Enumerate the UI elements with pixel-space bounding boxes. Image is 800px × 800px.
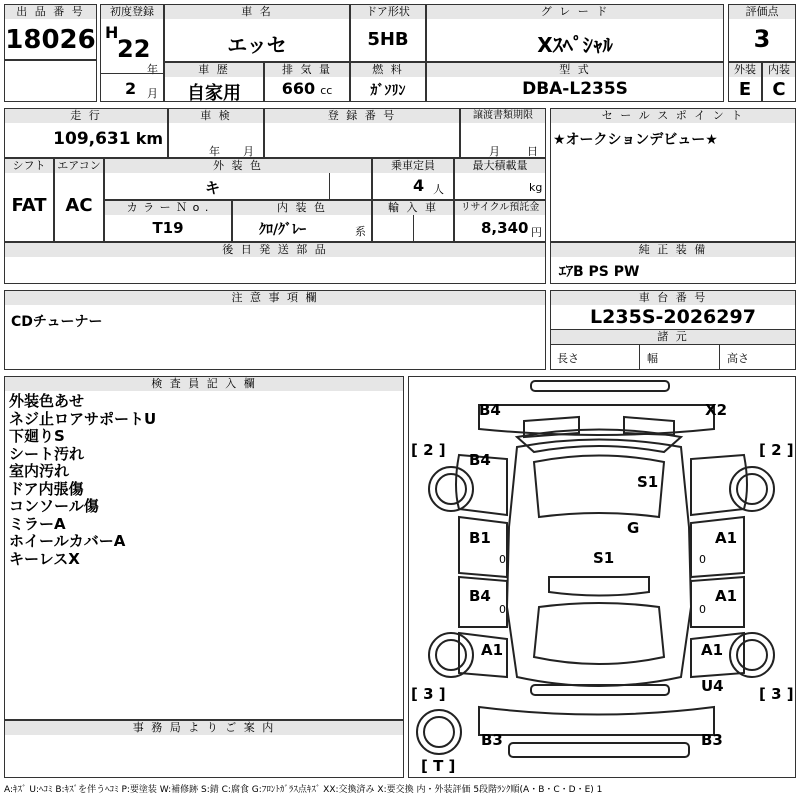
mileage-label: 走 行 [5, 109, 167, 123]
chassis-box [550, 290, 796, 370]
shift-label: シフト [5, 159, 53, 173]
import-box [372, 200, 454, 242]
int-color-label: 内 装 色 [233, 201, 371, 215]
door-label: ドア形状 [351, 5, 425, 19]
notes-box [4, 290, 546, 370]
car-name-label: 車 名 [165, 5, 349, 19]
shift-box [4, 158, 54, 242]
list-item: ミラーA [9, 514, 66, 533]
reg-month: 2 [125, 79, 137, 98]
int-color-box [232, 200, 372, 242]
mark-a1-right-mid: A1 [715, 529, 738, 547]
car-diagram-box [408, 376, 796, 778]
spec-width: 幅 [647, 352, 658, 365]
grade-box [426, 4, 724, 62]
sales-point-box [550, 108, 796, 242]
ac-box [54, 158, 104, 242]
spec-label: 諸 元 [551, 329, 795, 344]
car-name: エッセ [227, 33, 287, 57]
interior-grade: C [772, 79, 786, 100]
mark-b1: B1 [469, 529, 491, 547]
max-load-box [454, 158, 546, 200]
exterior-grade: E [738, 79, 752, 100]
int-color: ｸﾛ/ｸﾞﾚｰ [259, 222, 307, 238]
lot-label: 出 品 番 号 [5, 5, 96, 19]
inspection-box [168, 108, 264, 158]
displacement-label: 排 気 量 [265, 63, 349, 77]
mark-a1-left-wheel: A1 [481, 641, 504, 659]
inspector-box [4, 376, 404, 720]
mileage: 109,631 [53, 129, 131, 149]
capacity-unit: 人 [433, 183, 444, 196]
exterior-label: 外装 [729, 63, 761, 77]
mark-b4-upper-left: B4 [469, 451, 491, 469]
equipment-label: 純 正 装 備 [551, 243, 795, 257]
reg-year: 22 [117, 35, 151, 63]
interior-box [762, 62, 796, 102]
sales-point-label: セ ー ル ス ポ イ ン ト [551, 109, 795, 123]
capacity: 4 [413, 176, 425, 195]
notes-label: 注 意 事 項 欄 [5, 291, 545, 305]
legend: A:ｷｽﾞ U:ﾍｺﾐ B:ｷｽﾞを伴うﾍｺﾐ P:要塗装 W:補修跡 S:錆 C:腐食 G:ﾌﾛﾝﾄｶﾞﾗｽ点ｷｽﾞ XX:交換済み X:要交換 内・外装評価 5段階ﾗﾝｸ順(A・B・C・D・E) 1 [4, 785, 603, 795]
tire-rear-right: [ 3 ] [759, 685, 794, 703]
month-unit: 月 [147, 87, 158, 100]
first-reg-label: 初度登録 [101, 5, 163, 19]
ext-color-box [104, 158, 372, 200]
mark-a1-right-wheel: A1 [701, 641, 724, 659]
displacement-box [264, 62, 350, 102]
tire-spare: [ T ] [421, 757, 456, 775]
chassis-number: L235S-2026297 [590, 306, 756, 328]
interior-label: 内装 [763, 63, 795, 77]
tire-front-left: [ 2 ] [411, 441, 446, 459]
import-label: 輸 入 車 [373, 201, 453, 215]
transfer-day-unit: 日 [527, 145, 538, 158]
list-item: 下廻りS [9, 427, 65, 445]
model-label: 型 式 [427, 63, 723, 77]
inspector-notes-list [5, 391, 403, 568]
spec-length: 長さ [557, 352, 579, 365]
list-item: ドア内張傷 [9, 479, 84, 498]
year-unit: 年 [147, 63, 158, 76]
fuel: ｶﾞｿﾘﾝ [370, 83, 406, 99]
score: 3 [753, 25, 771, 53]
mileage-box [4, 108, 168, 158]
list-item: 外装色あせ [9, 392, 85, 410]
equipment-box [550, 242, 796, 284]
mark-zero-left-1: 0 [499, 553, 506, 566]
mark-s1-roof: S1 [637, 473, 659, 491]
inspector-label: 検 査 員 記 入 欄 [5, 377, 403, 391]
displacement-unit: cc [320, 84, 333, 97]
color-no-label: カ ラ ー Ｎ o . [105, 201, 231, 215]
history-box [164, 62, 264, 102]
mark-g: G [627, 519, 640, 537]
car-diagram [409, 377, 794, 776]
list-item: 室内汚れ [9, 462, 70, 480]
chassis-label: 車 台 番 号 [551, 291, 795, 305]
mark-a1-right-lower: A1 [715, 587, 738, 605]
capacity-box [372, 158, 454, 200]
displacement: 660 [281, 79, 316, 98]
list-item: シート汚れ [9, 444, 85, 463]
inspection-month-unit: 月 [243, 145, 254, 158]
model-box [426, 62, 724, 102]
tire-front-right: [ 2 ] [759, 441, 794, 459]
transfer-box [460, 108, 546, 158]
history-label: 車 歴 [165, 63, 263, 77]
tire-rear-left: [ 3 ] [411, 685, 446, 703]
mark-u4: U4 [701, 677, 724, 695]
list-item: コンソール傷 [9, 497, 99, 515]
equipment: ｴｱB PS PW [559, 264, 640, 280]
grade-label: グ レ ー ド [427, 5, 723, 19]
grade: Xｽﾍﾟｼｬﾙ [537, 33, 613, 57]
later-parts-box [4, 242, 546, 284]
notes: CDチューナー [11, 314, 103, 330]
mark-b4-top: B4 [479, 401, 501, 419]
reg-no-box [264, 108, 460, 158]
era: H [105, 23, 119, 42]
recycle-unit: 円 [531, 226, 542, 239]
mark-b4-lower-left: B4 [469, 587, 491, 605]
lot-box [4, 4, 97, 60]
score-label: 評価点 [729, 5, 795, 19]
shift: FAT [11, 195, 47, 216]
mark-zero-right-2: 0 [699, 603, 706, 616]
mileage-unit: km [135, 129, 163, 148]
reg-no-label: 登 録 番 号 [265, 109, 459, 123]
score-box [728, 4, 796, 62]
mark-x2: X2 [705, 401, 728, 419]
max-load-label: 最大積載量 [455, 159, 545, 173]
door-type: 5HB [367, 29, 409, 50]
mark-zero-right-1: 0 [699, 553, 706, 566]
transfer-month-unit: 月 [489, 145, 500, 158]
ext-color-label: 外 装 色 [105, 159, 371, 173]
color-no-box [104, 200, 232, 242]
ac: AC [65, 195, 93, 216]
door-box [350, 4, 426, 62]
list-item: ホイールカバーA [9, 532, 126, 550]
inspection-year-unit: 年 [209, 145, 220, 158]
recycle-box [454, 200, 546, 242]
mark-b3-left: B3 [481, 731, 503, 749]
mark-b3-right: B3 [701, 731, 723, 749]
capacity-label: 乗車定員 [373, 159, 453, 173]
sales-point: ★オークションデビュー★ [553, 132, 718, 148]
int-color-suffix: 系 [355, 225, 366, 238]
exterior-box [728, 62, 762, 102]
lot-number: 18026 [5, 25, 96, 55]
list-item: キーレスX [9, 549, 80, 568]
office-box [4, 720, 404, 778]
recycle-fee: 8,340 [481, 219, 529, 237]
history: 自家用 [187, 83, 241, 104]
max-load-unit: kg [529, 181, 543, 194]
fuel-label: 燃 料 [351, 63, 425, 77]
model: DBA-L235S [522, 79, 628, 99]
car-name-box [164, 4, 350, 62]
mark-zero-left-2: 0 [499, 603, 506, 616]
mark-s1-interior: S1 [593, 549, 615, 567]
ext-color: キ [205, 179, 221, 197]
ac-label: エアコン [55, 159, 103, 173]
spec-height: 高さ [727, 352, 749, 365]
recycle-label: リサイクル預託金 [455, 201, 545, 215]
later-parts-label: 後 日 発 送 部 品 [5, 243, 545, 257]
transfer-label: 譲渡書類期限 [461, 109, 545, 123]
fuel-box [350, 62, 426, 102]
color-no: T19 [152, 219, 184, 237]
office-label: 事 務 局 よ り ご 案 内 [5, 721, 403, 735]
inspection-label: 車 検 [169, 109, 263, 123]
first-reg-box [100, 4, 164, 102]
lot-sub-box [4, 60, 97, 102]
list-item: ネジ止ロアサポートU [9, 409, 157, 428]
